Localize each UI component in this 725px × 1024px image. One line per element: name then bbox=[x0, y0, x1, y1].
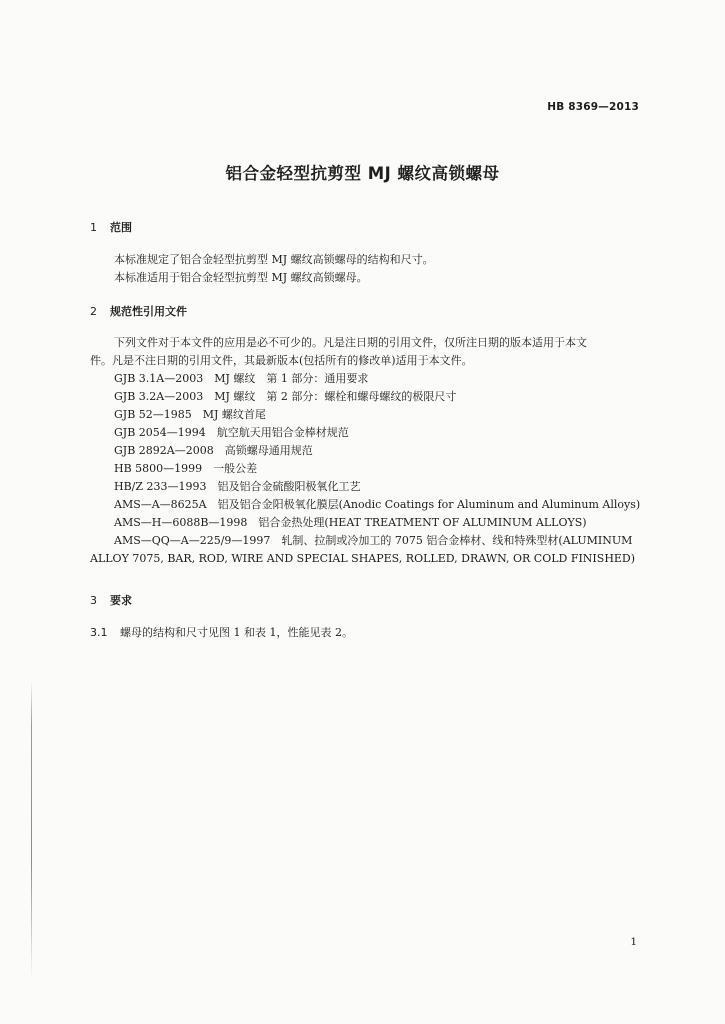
section-3-number: 3 bbox=[90, 594, 97, 607]
section-2-title: 规范性引用文件 bbox=[110, 305, 187, 318]
normative-intro-line-1: 下列文件对于本文件的应用是必不可少的。凡是注日期的引用文件，仅所注日期的版本适用于本文 bbox=[114, 336, 587, 349]
reference-item-last-line-2: ALLOY 7075, BAR, ROD, WIRE AND SPECIAL SHAPES, ROLLED, DRAWN, OR COLD FINISHED) bbox=[90, 552, 636, 565]
reference-item: HB/Z 233—1993 铝及铝合金硫酸阳极氧化工艺 bbox=[114, 480, 361, 493]
reference-item-last-line-1: AMS—QQ—A—225/9—1997 轧制、拉制或冷加工的 7075 铝合金棒材、线和特殊型材(ALUMINUM bbox=[114, 534, 633, 547]
clause-3-1 bbox=[90, 624, 353, 640]
section-1-body bbox=[90, 251, 638, 287]
standard-code: HB 8369—2013 bbox=[547, 101, 639, 113]
reference-item: GJB 3.2A—2003 MJ 螺纹 第 2 部分：螺栓和螺母螺纹的极限尺寸 bbox=[114, 390, 457, 403]
page-number: 1 bbox=[630, 936, 637, 948]
reference-item: GJB 52—1985 MJ 螺纹首尾 bbox=[114, 408, 266, 421]
section-2-number: 2 bbox=[90, 305, 97, 318]
section-2-heading bbox=[90, 303, 187, 319]
reference-item: GJB 2892A—2008 高锁螺母通用规范 bbox=[114, 444, 313, 457]
section-3-heading bbox=[90, 592, 132, 608]
section-3-title: 要求 bbox=[110, 594, 132, 607]
reference-item: GJB 3.1A—2003 MJ 螺纹 第 1 部分：通用要求 bbox=[114, 372, 369, 385]
clause-3-1-text: 螺母的结构和尺寸见图 1 和表 1，性能见表 2。 bbox=[120, 626, 353, 639]
scope-line-1: 本标准规定了铝合金轻型抗剪型 MJ 螺纹高锁螺母的结构和尺寸。 bbox=[114, 253, 434, 266]
reference-item: GJB 2054—1994 航空航天用铝合金棒材规范 bbox=[114, 426, 349, 439]
reference-item: HB 5800—1999 一般公差 bbox=[114, 462, 258, 475]
section-1-number: 1 bbox=[90, 221, 97, 234]
document-title: 铝合金轻型抗剪型 MJ 螺纹高锁螺母 bbox=[225, 164, 500, 183]
reference-item: AMS—H—6088B—1998 铝合金热处理(HEAT TREATMENT OF ALUMINUM ALLOYS) bbox=[114, 516, 587, 529]
scan-artifact-line bbox=[31, 680, 32, 980]
section-2-body bbox=[90, 334, 641, 568]
normative-intro-line-2: 件。凡是不注日期的引用文件，其最新版本(包括所有的修改单)适用于本文件。 bbox=[90, 354, 473, 367]
clause-3-1-number: 3.1 bbox=[90, 626, 108, 639]
section-1-heading bbox=[90, 219, 132, 235]
scope-line-2: 本标准适用于铝合金轻型抗剪型 MJ 螺纹高锁螺母。 bbox=[114, 271, 368, 284]
section-1-title: 范围 bbox=[110, 221, 132, 234]
reference-item: AMS—A—8625A 铝及铝合金阳极氧化膜层(Anodic Coatings for Aluminum and Aluminum Alloys) bbox=[114, 498, 641, 511]
